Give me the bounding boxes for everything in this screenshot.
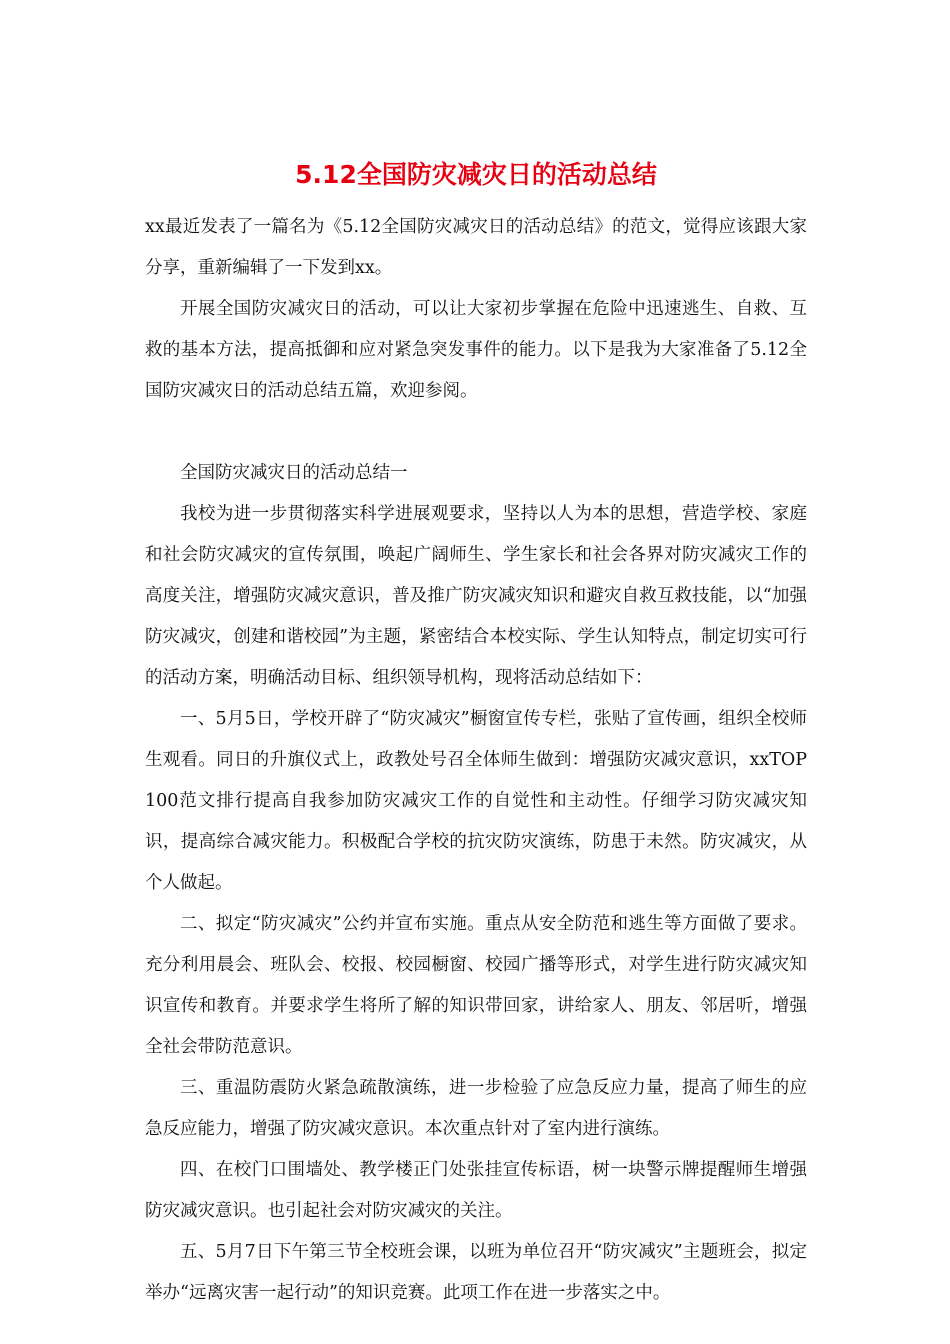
document-page (145, 145, 807, 1314)
body-paragraph: 三、重温防震防火紧急疏散演练，进一步检验了应急反应力量，提高了师生的应急反应能力，增强了防灾减灾意识。本次重点针对了室内进行演练。 (145, 1078, 807, 1139)
body-paragraph: 二、拟定“防灾减灾”公约并宣布实施。重点从安全防范和逃生等方面做了要求。充分利用晨会、班队会、校报、校园橱窗、校园广播等形式，对学生进行防灾减灾知识宣传和教育。并要求学生将所了解的知识带回家，讲给家人、朋友、邻居听，增强全社会带防范意识。 (145, 914, 807, 1057)
blank-line (145, 412, 807, 453)
body-paragraph: 我校为进一步贯彻落实科学进展观要求，坚持以人为本的思想，营造学校、家庭和社会防灾减灾的宣传氛围，唤起广阔师生、学生家长和社会各界对防灾减灾工作的高度关注，增强防灾减灾意识，普及推广防灾减灾知识和避灾自救互救技能，以“加强防灾减灾，创建和谐校园”为主题，紧密结合本校实际、学生认知特点，制定切实可行的活动方案，明确活动目标、组织领导机构，现将活动总结如下： (145, 504, 807, 688)
body-paragraph: 一、5月5日，学校开辟了“防灾减灾”橱窗宣传专栏，张贴了宣传画，组织全校师生观看。同日的升旗仪式上，政教处号召全体师生做到：增强防灾减灾意识，xxTOP100范文排行提高自我参加防灾减灾工作的自觉性和主动性。仔细学习防灾减灾知识，提高综合减灾能力。积极配合学校的抗灾防灾演练，防患于未然。防灾减灾，从个人做起。 (145, 709, 807, 893)
body-paragraph: 五、5月7日下午第三节全校班会课，以班为单位召开“防灾减灾”主题班会，拟定举办“远离灾害一起行动”的知识竞赛。此项工作在进一步落实之中。 (145, 1242, 807, 1303)
section-heading: 全国防灾减灾日的活动总结一 (180, 463, 408, 483)
body-paragraph: 四、在校门口围墙处、教学楼正门处张挂宣传标语，树一块警示牌提醒师生增强防灾减灾意识。也引起社会对防灾减灾的关注。 (145, 1160, 807, 1221)
preface-paragraph: 开展全国防灾减灾日的活动，可以让大家初步掌握在危险中迅速逃生、自救、互救的基本方法，提高抵御和应对紧急突发事件的能力。以下是我为大家准备了5.12全国防灾减灾日的活动总结五篇，欢迎参阅。 (145, 299, 807, 401)
intro-paragraph: xx最近发表了一篇名为《5.12全国防灾减灾日的活动总结》的范文，觉得应该跟大家分享，重新编辑了一下发到xx。 (145, 217, 807, 278)
document-title: 5.12全国防灾减灾日的活动总结 (295, 160, 657, 189)
